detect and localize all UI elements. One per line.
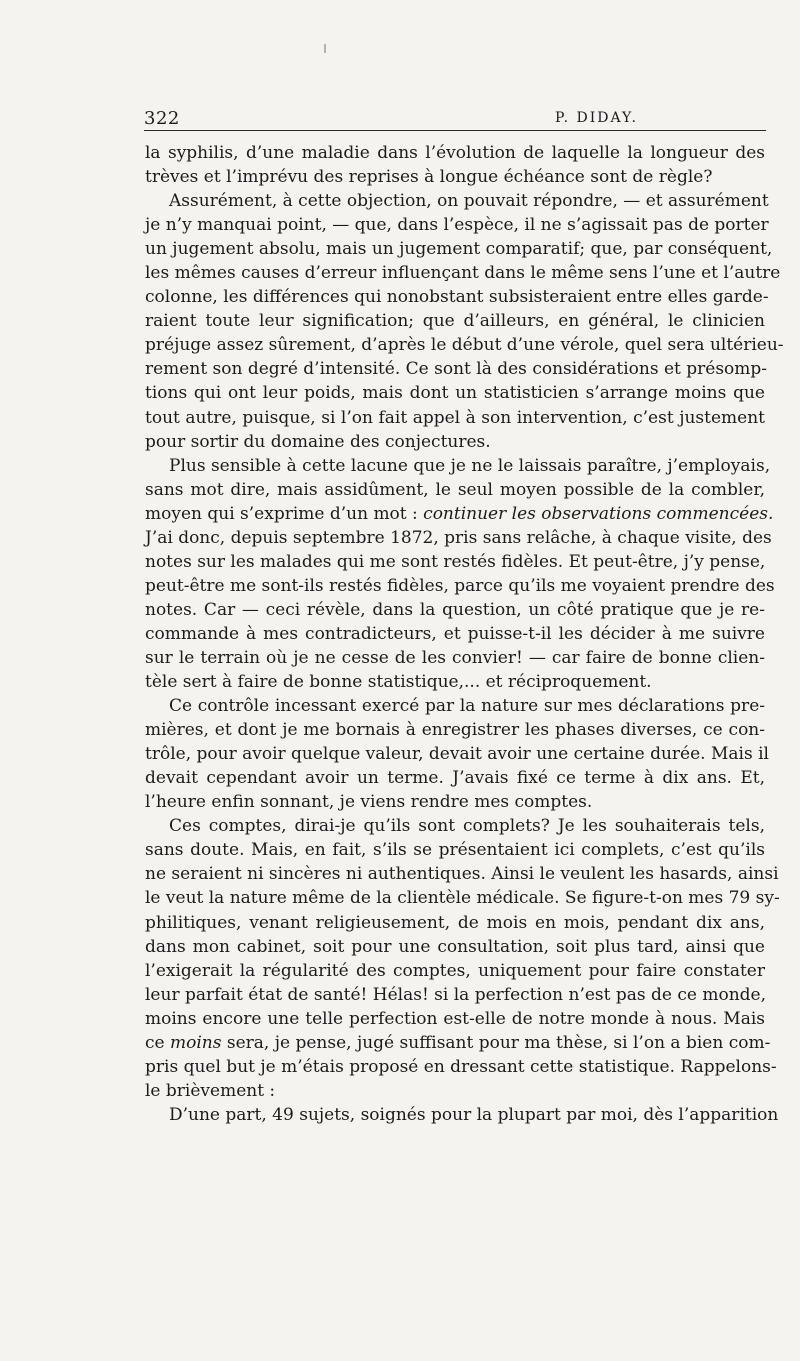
text-line: un jugement absolu, mais un jugement comparatif; que, par conséquent, bbox=[145, 239, 773, 260]
body-text bbox=[145, 141, 784, 1127]
italic-word: moins bbox=[170, 1032, 222, 1053]
header-rule bbox=[144, 130, 766, 131]
text-line: devait cependant avoir un terme. J’avais fixé ce terme à dix ans. Et, bbox=[145, 768, 765, 789]
text-line: tout autre, puisque, si l’on fait appel à son intervention, c’est justement bbox=[145, 407, 765, 428]
text-line: notes. Car — ceci révèle, dans la question, un côté pratique que je re- bbox=[145, 599, 765, 620]
text-line: commande à mes contradicteurs, et puisse-t-il les décider à me suivre bbox=[145, 623, 765, 644]
text-line: les mêmes causes d’erreur influençant dans le même sens l’une et l’autre bbox=[145, 263, 781, 284]
text-line: J’ai donc, depuis septembre 1872, pris sans relâche, à chaque visite, des bbox=[145, 527, 772, 548]
text-line bbox=[145, 502, 774, 526]
paragraph-start-line: Ce contrôle incessant exercé par la nature sur mes déclarations pre- bbox=[169, 696, 765, 717]
text-line: peut-être me sont-ils restés fidèles, parce qu’ils me voyaient prendre des bbox=[145, 575, 775, 596]
text-segment: moyen qui s’exprime d’un mot : bbox=[145, 503, 418, 524]
text-line: moins encore une telle perfection est-elle de notre monde à nous. Mais bbox=[145, 1008, 765, 1029]
text-line: tèle sert à faire de bonne statistique,... et réciproquement. bbox=[145, 672, 652, 693]
paragraph-start-line: Plus sensible à cette lacune que je ne le laissais paraître, j’employais, bbox=[169, 455, 771, 476]
text-segment: sera, je pense, jugé suffisant pour ma thèse, si l’on a bien com- bbox=[226, 1032, 771, 1053]
running-head: P. DIDAY. bbox=[555, 110, 638, 126]
page-number: 322 bbox=[144, 108, 180, 129]
text-line bbox=[145, 1031, 771, 1055]
text-line: sur le terrain où je ne cesse de les convier! — car faire de bonne clien- bbox=[145, 647, 765, 668]
print-mark bbox=[324, 44, 326, 53]
text-line: pris quel but je m’étais proposé en dressant cette statistique. Rappelons- bbox=[145, 1056, 777, 1077]
text-line: préjuge assez sûrement, d’après le début d’une vérole, quel sera ultérieu- bbox=[145, 335, 784, 356]
text-line: leur parfait état de santé! Hélas! si la perfection n’est pas de ce monde, bbox=[145, 984, 767, 1005]
paragraph-start-line: Ces comptes, dirai-je qu’ils sont complets? Je les souhaiterais tels, bbox=[169, 816, 765, 837]
text-line: le brièvement : bbox=[145, 1080, 276, 1101]
text-line: tions qui ont leur poids, mais dont un statisticien s’arrange moins que bbox=[145, 383, 765, 404]
text-line: sans doute. Mais, en fait, s’ils se présentaient ici complets, c’est qu’ils bbox=[145, 840, 765, 861]
text-line: philitiques, venant religieusement, de mois en mois, pendant dix ans, bbox=[145, 912, 765, 933]
text-line: ne seraient ni sincères ni authentiques. Ainsi le veulent les hasards, ainsi bbox=[145, 864, 779, 885]
text-line: le veut la nature même de la clientèle médicale. Se figure-t-on mes 79 sy- bbox=[145, 888, 780, 909]
text-line: raient toute leur signification; que d’ailleurs, en général, le clinicien bbox=[145, 311, 765, 332]
text-line: dans mon cabinet, soit pour une consultation, soit plus tard, ainsi que bbox=[145, 936, 765, 957]
italic-phrase: continuer les observations commencées. bbox=[423, 503, 774, 524]
text-line: rement son degré d’intensité. Ce sont là des considérations et présomp- bbox=[145, 359, 768, 380]
text-line: l’exigerait la régularité des comptes, uniquement pour faire constater bbox=[145, 960, 765, 981]
text-line: l’heure enfin sonnant, je viens rendre mes comptes. bbox=[145, 792, 593, 813]
paragraph-start-line: Assurément, à cette objection, on pouvait répondre, — et assurément bbox=[169, 191, 769, 212]
text-line: je n’y manquai point, — que, dans l’espèce, il ne s’agissait pas de porter bbox=[145, 215, 769, 236]
text-segment: ce bbox=[145, 1032, 165, 1053]
text-line: sans mot dire, mais assidûment, le seul moyen possible de la combler, bbox=[145, 479, 765, 500]
text-line: trèves et l’imprévu des reprises à longue échéance sont de règle? bbox=[145, 167, 713, 188]
text-line: colonne, les différences qui nonobstant subsisteraient entre elles garde- bbox=[145, 287, 769, 308]
text-line: mières, et dont je me bornais à enregistrer les phases diverses, ce con- bbox=[145, 720, 765, 741]
paragraph-start-line: D’une part, 49 sujets, soignés pour la plupart par moi, dès l’apparition bbox=[169, 1104, 779, 1125]
text-line: la syphilis, d’une maladie dans l’évolution de laquelle la longueur des bbox=[145, 143, 765, 163]
page-header bbox=[144, 108, 766, 132]
text-line: trôle, pour avoir quelque valeur, devait avoir une certaine durée. Mais il bbox=[145, 744, 769, 765]
text-line: pour sortir du domaine des conjectures. bbox=[145, 431, 491, 452]
text-line: notes sur les malades qui me sont restés fidèles. Et peut-être, j’y pense, bbox=[145, 551, 766, 572]
